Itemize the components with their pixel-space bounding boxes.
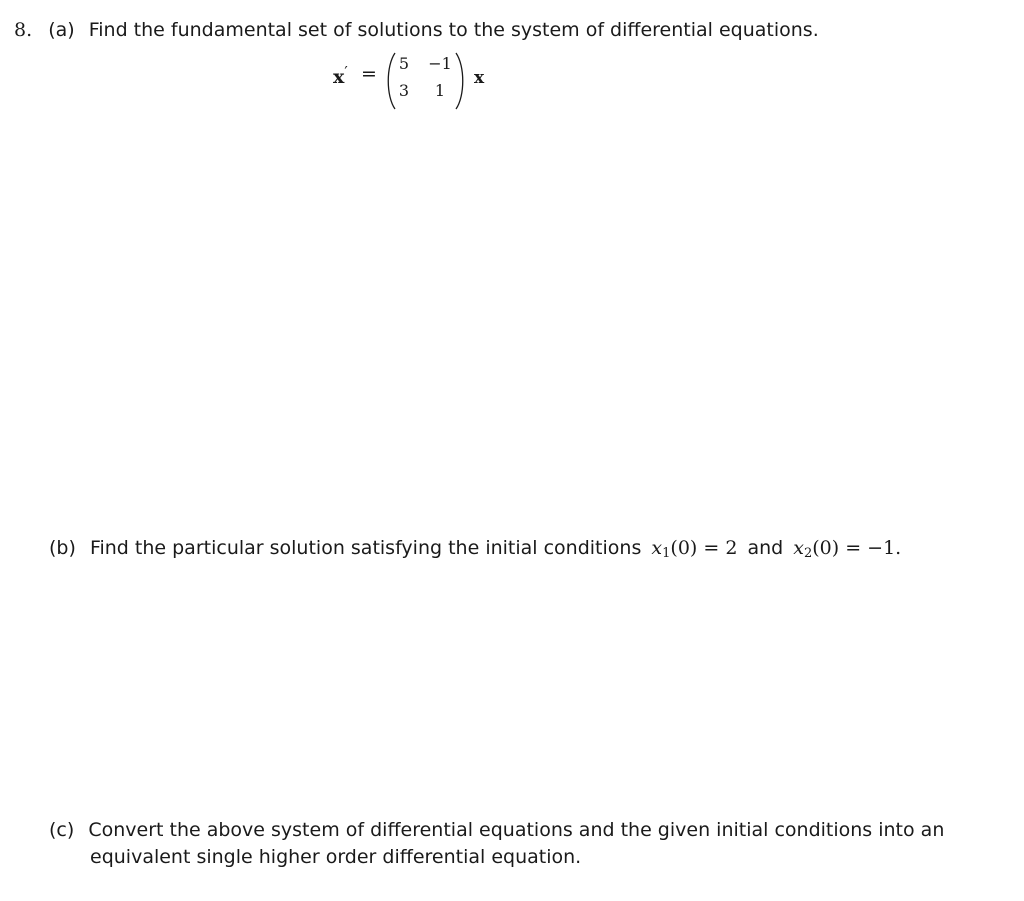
part-c-line-1 — [49, 817, 944, 843]
part-b-line — [49, 535, 901, 561]
part-a-text: Find the fundamental set of solutions to the system of differential equations. — [88, 19, 819, 41]
problem-number: 8. — [14, 19, 33, 41]
initial-condition-2: $x_2(0) = -1$. — [793, 537, 902, 561]
part-c-text-line-2: equivalent single higher order differential equation. — [90, 846, 582, 868]
part-c-line-2 — [90, 844, 581, 870]
part-b-label: (b) — [49, 537, 76, 559]
matrix-cell-r2c1: 3 — [398, 81, 410, 100]
part-b-text: Find the particular solution satisfying the initial conditions — [89, 537, 642, 559]
equation-lhs: x′ — [333, 63, 348, 88]
equation-rhs: x — [474, 68, 485, 88]
part-c-text-line-1: Convert the above system of differential equations and the given initial conditions into an — [88, 819, 945, 841]
equals-sign: = — [361, 63, 377, 85]
initial-condition-1: $x_1(0) = 2$ — [651, 537, 738, 561]
and-word: and — [747, 537, 784, 559]
matrix-cell-r2c2: 1 — [434, 81, 446, 100]
prime-mark: ′ — [344, 63, 348, 81]
matrix-cell-r1c1: 5 — [398, 54, 410, 73]
right-paren — [455, 52, 467, 110]
matrix-equation — [333, 52, 513, 112]
part-a-line — [14, 17, 819, 43]
matrix-cell-r1c2: −1 — [428, 54, 452, 73]
part-a-label: (a) — [48, 19, 75, 41]
part-c-label: (c) — [49, 819, 75, 841]
